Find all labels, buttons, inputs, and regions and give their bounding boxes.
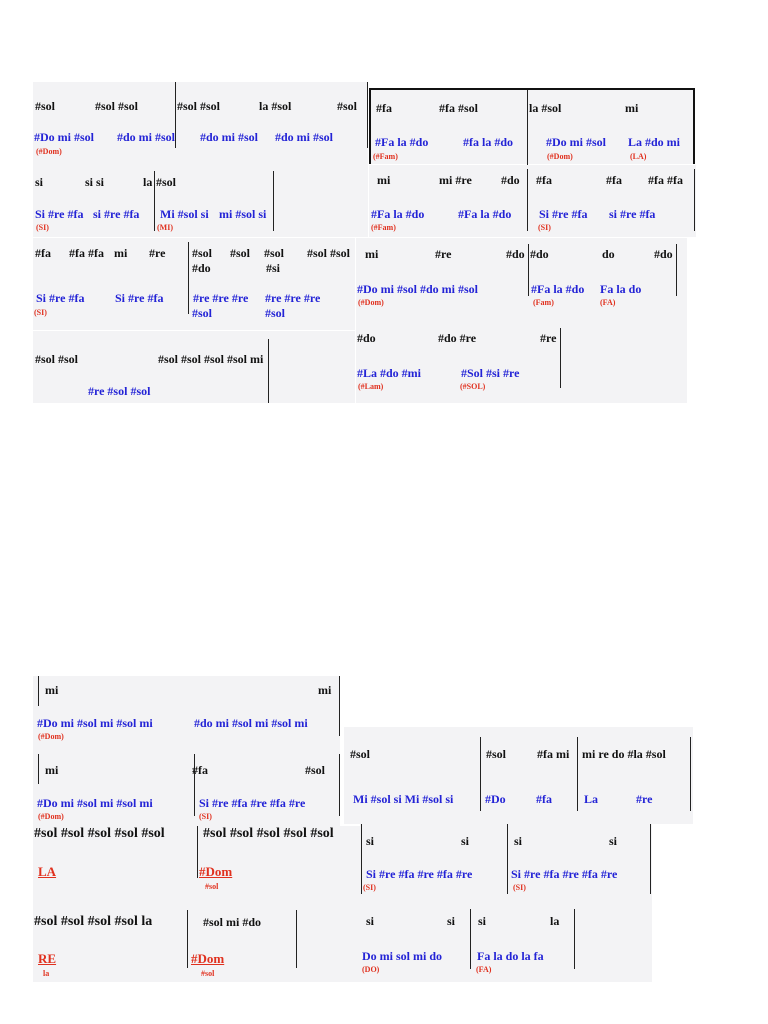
chord-notes: #Do mi #sol [546, 135, 606, 149]
note-label: #sol #sol [95, 99, 139, 113]
note-label: #fa #fa [648, 173, 683, 187]
note-label: #fa [192, 763, 208, 777]
chord-sub: la [43, 969, 50, 978]
note-label: #sol #sol #sol #sol #sol [203, 826, 334, 841]
bar-line [154, 171, 155, 231]
panel-g [33, 331, 355, 403]
note-label: #do [654, 247, 673, 261]
chord-notes: Si #re #fa [539, 207, 588, 221]
panel-c [33, 165, 368, 237]
bar-line [361, 824, 362, 894]
bar-line [38, 676, 39, 706]
chord-name: (#Dom) [36, 147, 62, 156]
chord-sub: #sol [205, 882, 219, 891]
note-label: la #sol [259, 99, 292, 113]
note-label: #fa [536, 173, 552, 187]
chord-name: #Dom [191, 951, 225, 966]
chord-notes: #do mi #sol [117, 130, 176, 144]
note-label: si [35, 175, 44, 189]
chord-notes: #re #sol #sol [88, 384, 151, 398]
bar-line [560, 328, 561, 388]
note-label: #sol [486, 747, 507, 761]
note-label: #sol [230, 246, 251, 260]
bar-line [480, 737, 481, 811]
bar-line [690, 737, 691, 811]
note-label: #sol #sol [35, 352, 79, 366]
chord-name: (DO) [362, 965, 380, 974]
note-label: #do [192, 261, 211, 275]
chord-name: (#Dom) [547, 152, 573, 161]
panel-f [356, 238, 687, 320]
bar-line [38, 754, 39, 784]
panel-j [33, 748, 340, 826]
chord-notes: #Do mi #sol mi #sol mi [37, 716, 153, 730]
chord-notes: Mi #sol si Mi #sol si [353, 792, 454, 806]
note-label: #sol #sol #sol #sol la [34, 914, 153, 929]
chord-notes: #fa la #do [463, 135, 514, 149]
note-label: #re [149, 246, 166, 260]
note-label: si [366, 834, 375, 848]
panel-a [33, 82, 368, 165]
bar-line [574, 909, 575, 969]
chord-notes: #re [636, 792, 653, 806]
note-label: #sol [192, 246, 213, 260]
chord-name: (SI) [199, 812, 212, 821]
note-label: #sol #sol [307, 246, 351, 260]
note-label: si si [85, 175, 105, 189]
chord-notes: si #re #fa [609, 207, 656, 221]
chord-notes: #Fa la #do [531, 282, 585, 296]
chord-notes: si #re #fa [93, 207, 140, 221]
bar-line [188, 242, 189, 314]
panel-m [360, 824, 652, 909]
panel-n [33, 906, 360, 982]
chord-notes: Fa la do la fa [477, 949, 544, 963]
chord-notes: #Fa la #do [375, 135, 429, 149]
note-label: si [514, 834, 523, 848]
note-label: #sol #sol [177, 99, 221, 113]
bar-line [694, 169, 695, 231]
chord-notes: #La #do #mi [357, 366, 422, 380]
bar-line [339, 754, 340, 816]
chord-notes: Si #re #fa #re #fa #re [511, 867, 618, 881]
chord-notes: #do mi #sol mi #sol mi [194, 716, 308, 730]
bar-line [527, 169, 528, 231]
note-label: mi [114, 246, 128, 260]
note-label: mi [45, 683, 59, 697]
chord-notes: #fa [536, 792, 552, 806]
bar-line [273, 171, 274, 231]
chord-name: (SI) [538, 223, 551, 232]
chord-notes: #re #re #re [193, 291, 249, 305]
bar-line [676, 244, 677, 296]
note-label: #do [501, 173, 520, 187]
panel-k [344, 727, 693, 824]
note-label: si [609, 834, 618, 848]
chord-notes: Si #re #fa #re #fa #re [199, 796, 306, 810]
note-label: si [447, 914, 456, 928]
chord-name: (#Fam) [373, 152, 398, 161]
chord-name: #Dom [199, 864, 233, 879]
note-label: mi [377, 173, 391, 187]
chord-notes: Si #re #fa #re #fa #re [366, 867, 473, 881]
note-label: #do [530, 247, 549, 261]
chord-notes: #sol [265, 306, 286, 320]
bar-line [187, 910, 188, 968]
panel-o [360, 909, 652, 982]
panel-d [369, 165, 696, 237]
chord-notes: #do mi #sol [200, 130, 259, 144]
chord-name: RE [38, 951, 57, 966]
note-label: la [550, 914, 560, 928]
chord-name: (LA) [630, 152, 647, 161]
note-label: #fa [35, 246, 51, 260]
note-label: #sol [264, 246, 285, 260]
note-label: #sol [350, 747, 371, 761]
bar-line [577, 737, 578, 811]
note-label: mi [318, 683, 332, 697]
chord-notes: #Fa la #do [371, 207, 425, 221]
note-label: #sol mi #do [203, 915, 262, 929]
note-label: #sol [337, 99, 358, 113]
chord-notes: Si #re #fa [36, 291, 85, 305]
chord-name: (#Dom) [38, 732, 64, 741]
chord-notes: #Do mi #sol mi #sol mi [37, 796, 153, 810]
note-label: #do [357, 331, 376, 345]
chord-name: (#Lam) [358, 382, 384, 391]
chord-notes: #Do mi #sol [34, 130, 94, 144]
chord-name: (SI) [36, 223, 49, 232]
panel-e [33, 238, 355, 330]
chord-name: (#Dom) [358, 298, 384, 307]
chord-notes: mi #sol si [219, 207, 267, 221]
note-label: #fa #sol [439, 101, 478, 115]
chord-name: (#Dom) [38, 812, 64, 821]
chord-name: (FA) [476, 965, 492, 974]
bar-line [268, 339, 269, 403]
note-label: #fa #fa [69, 246, 104, 260]
bar-line [527, 90, 528, 166]
note-label: si [366, 914, 375, 928]
note-label: #re [435, 247, 452, 261]
note-label: mi #re [439, 173, 472, 187]
note-label: la [143, 175, 153, 189]
panel-h [356, 320, 687, 403]
chord-name: (MI) [157, 223, 173, 232]
note-label: mi [45, 763, 59, 777]
chord-notes: #Do mi #sol #do mi #sol [357, 282, 479, 296]
note-label: mi re do #la #sol [582, 747, 666, 761]
chord-notes: Mi #sol si [160, 207, 209, 221]
note-label: #fa mi [537, 747, 570, 761]
bar-line [650, 824, 651, 894]
note-label: do [602, 247, 615, 261]
chord-name: (FA) [600, 298, 616, 307]
chord-sub: #sol [201, 969, 215, 978]
note-label: mi [625, 101, 639, 115]
chord-notes: Fa la do [600, 282, 642, 296]
bar-line [175, 82, 176, 148]
chord-notes: #Do [485, 792, 506, 806]
bar-line [528, 244, 529, 296]
chord-name: LA [38, 864, 57, 879]
chord-name: (SI) [363, 883, 376, 892]
note-label: #sol #sol #sol #sol mi [158, 352, 264, 366]
panel-i [33, 676, 340, 748]
chord-name: (Fam) [533, 298, 554, 307]
note-label: #do #re [438, 331, 477, 345]
bar-line [339, 676, 340, 736]
note-label: #sol [156, 175, 177, 189]
bar-line [296, 910, 297, 968]
bar-line [197, 826, 198, 878]
chord-name: (#SOL) [460, 382, 486, 391]
chord-notes: Si #re #fa [35, 207, 84, 221]
chord-notes: Do mi sol mi do [362, 949, 443, 963]
chord-notes: #sol [192, 306, 213, 320]
chord-notes: La [584, 792, 599, 806]
note-label: #do [506, 247, 525, 261]
note-label: si [461, 834, 470, 848]
note-label: mi [365, 247, 379, 261]
bar-line [367, 82, 368, 148]
chord-notes: #Sol #si #re [461, 366, 520, 380]
panel-l [33, 826, 360, 906]
note-label: #fa [376, 101, 392, 115]
note-label: #sol [305, 763, 326, 777]
bar-line [470, 909, 471, 969]
note-label: #fa [606, 173, 622, 187]
note-label: #si [266, 261, 281, 275]
note-label: si [478, 914, 487, 928]
chord-notes: #re #re #re [265, 291, 321, 305]
note-label: #sol [35, 99, 56, 113]
note-label: #re [540, 331, 557, 345]
note-label: la #sol [529, 101, 562, 115]
panel-b [369, 88, 695, 164]
chord-notes: La #do mi [628, 135, 681, 149]
chord-name: (#Fam) [371, 223, 396, 232]
chord-notes: #do mi #sol [275, 130, 334, 144]
chord-notes: Si #re #fa [115, 291, 164, 305]
chord-name: (SI) [513, 883, 526, 892]
chord-notes: #Fa la #do [458, 207, 512, 221]
bar-line [507, 824, 508, 894]
chord-name: (SI) [34, 308, 47, 317]
note-label: #sol #sol #sol #sol #sol [34, 826, 165, 841]
